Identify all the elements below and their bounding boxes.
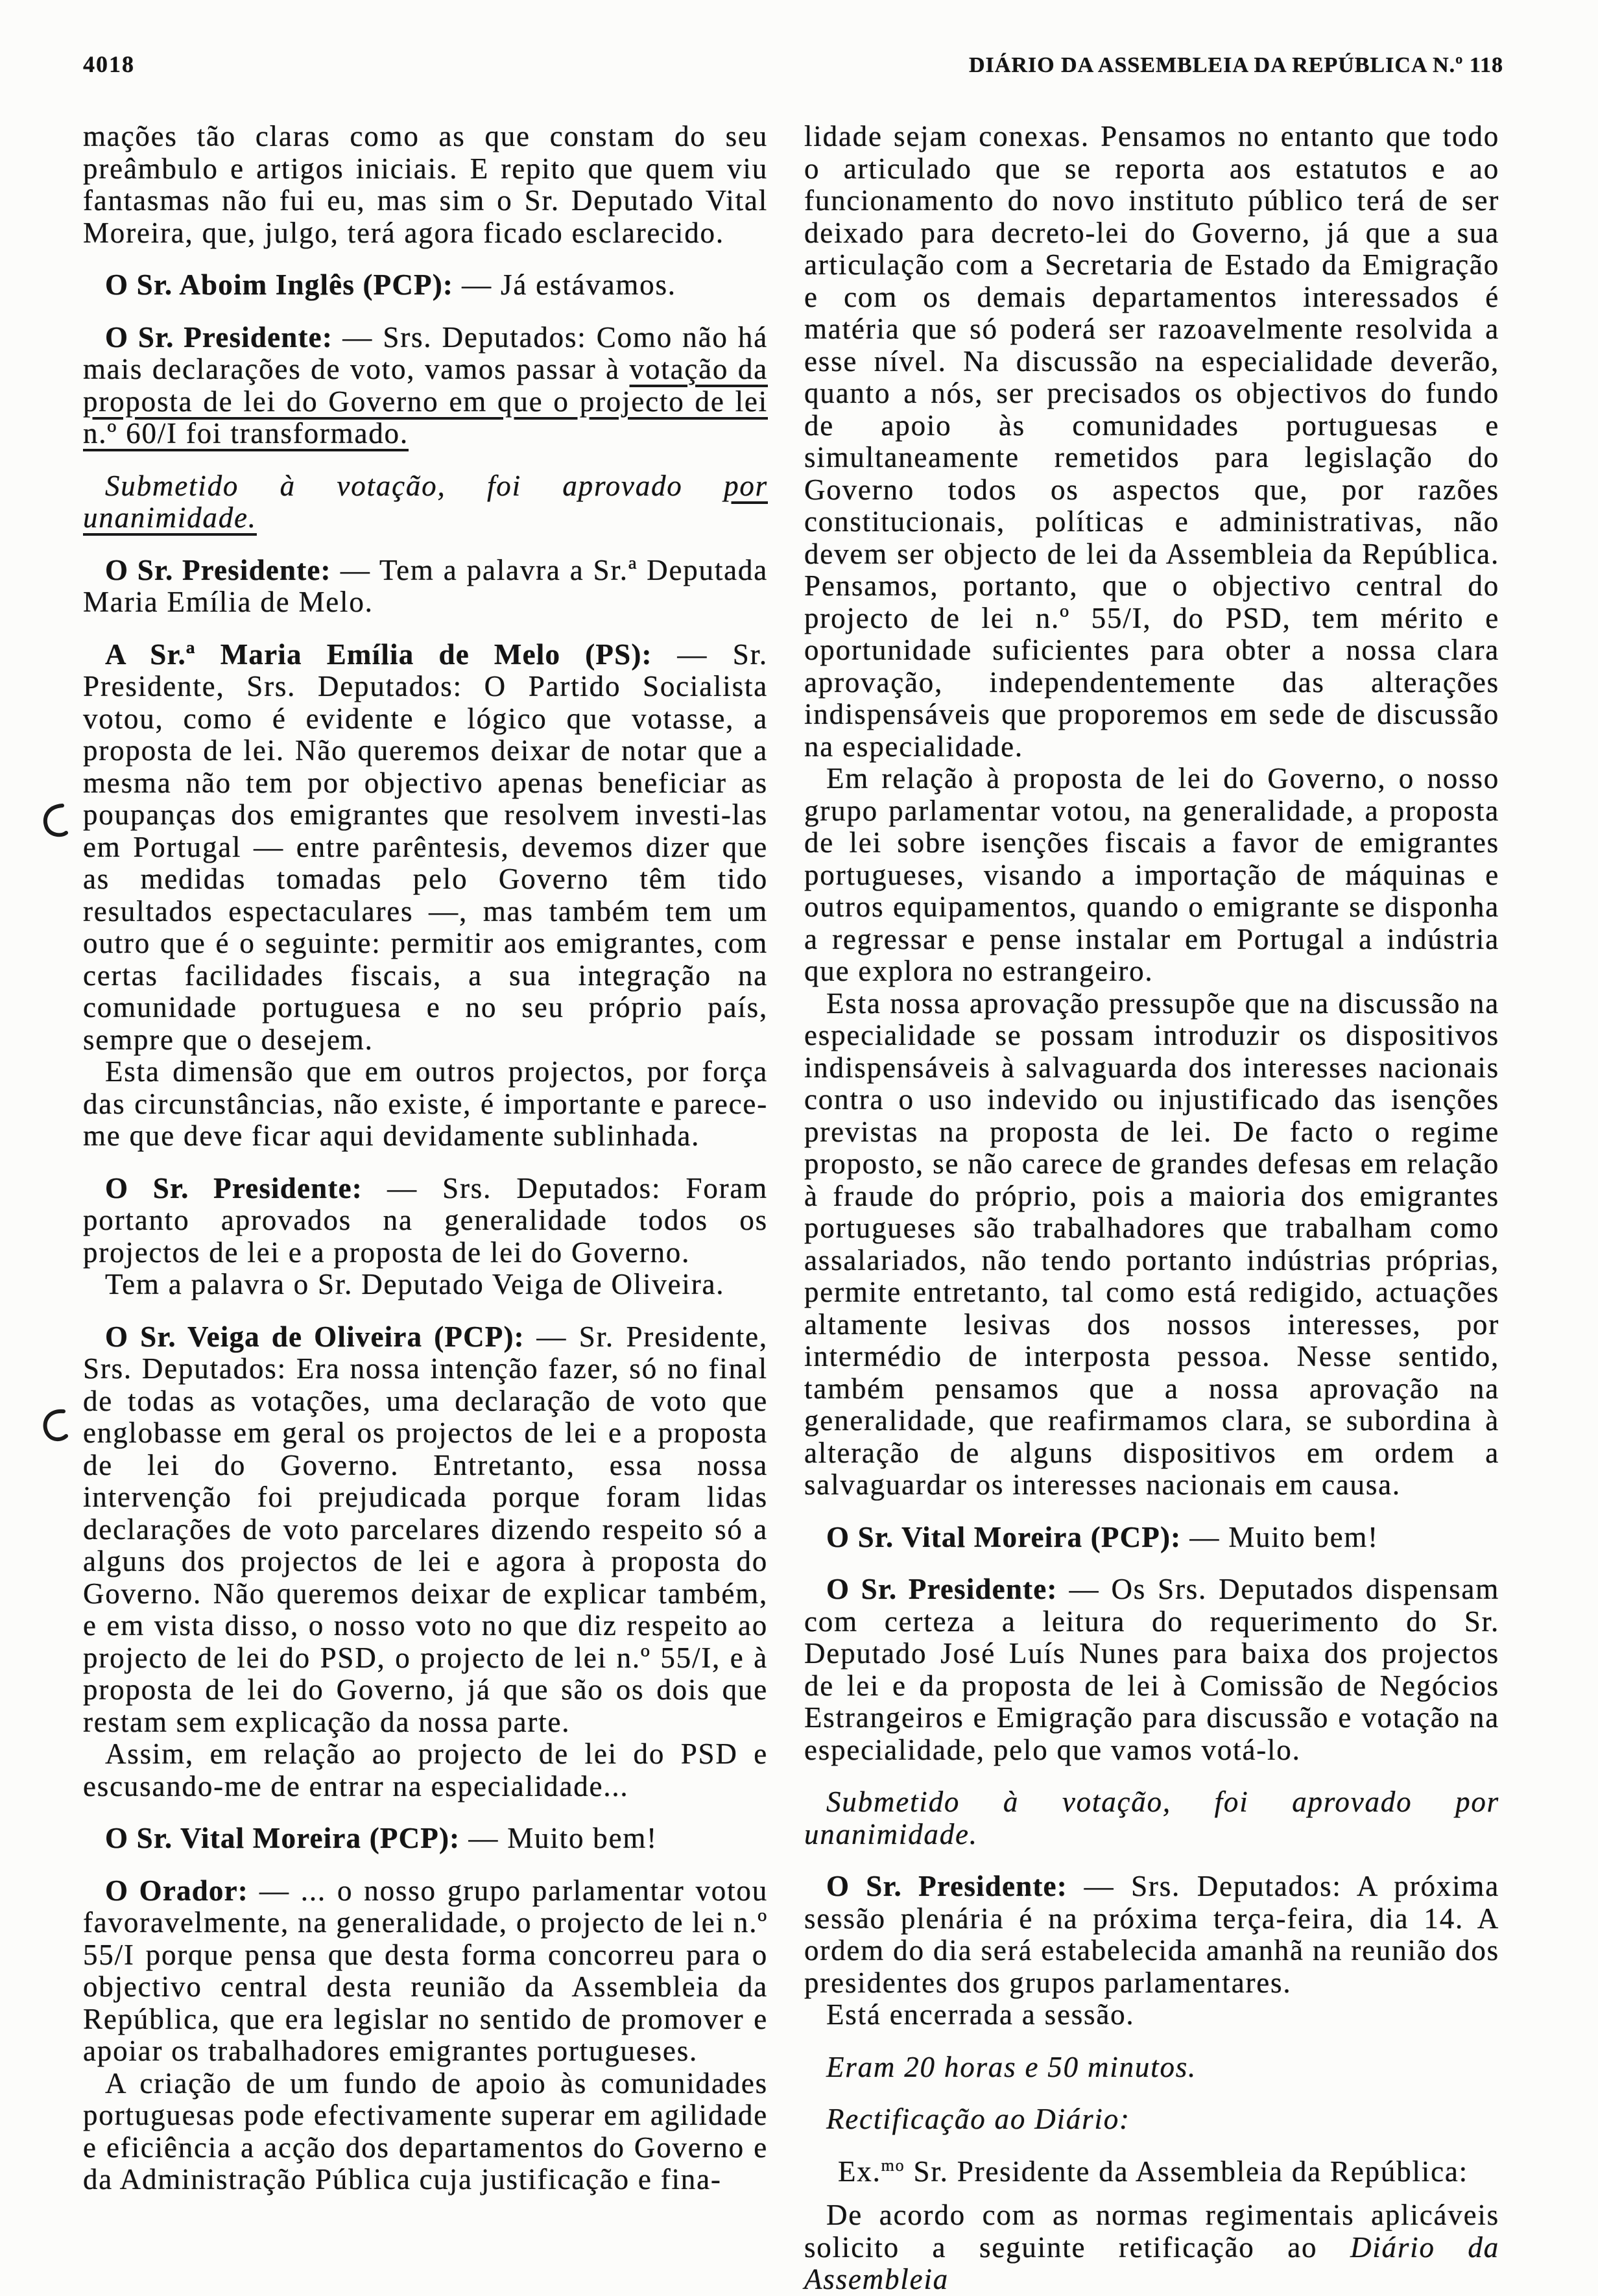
paragraph [804, 2199, 1499, 2296]
margin-pen-mark [40, 802, 70, 839]
paragraph [83, 1269, 768, 1301]
paragraph-text: Tem a palavra o Sr. Deputado Veiga de Oliveira. [105, 1268, 725, 1300]
speech-text: — Tem a palavra a Sr.ª Deputada Maria Emília de Melo. [83, 553, 768, 618]
voting-result-text: Submetido à votação, foi aprovado por unanimidade. [804, 1786, 1499, 1850]
paragraph-text: mações tão claras como as que constam do seu preâmbulo e artigos iniciais. E repito que quem viu fantasmas não fui eu, mas sim o Sr. Deputado Vital Moreira, que, julgo, terá agora ficado esclarecido. [83, 120, 768, 249]
session-closing [804, 1999, 1499, 2031]
speech-text: — Muito bem! [1181, 1520, 1379, 1553]
speech-text: — Srs. Deputados: Foram portanto aprovados na generalidade todos os projectos de lei e a proposta de lei do Governo. [83, 1171, 768, 1269]
paragraph-text: De acordo com as normas regimentais aplicáveis solicito a seguinte retificação ao [804, 2199, 1499, 2264]
end-time-text: Eram 20 horas e 50 minutos. [826, 2050, 1197, 2083]
paragraph-text: Em relação à proposta de lei do Governo, o nosso grupo parlamentar votou, na generalidade, a proposta de lei sobre isenções fiscais a favor de emigrantes portugueses, visando a importação de máquinas e outros equipamentos, quando o emigrante se disponha a regressar e pense instalar em Portugal a indústria que explora no estrangeiro. [804, 762, 1499, 987]
speech-presidente [83, 1173, 768, 1269]
salutation [804, 2156, 1499, 2188]
speech-aboim-ingles [83, 269, 768, 302]
speaker-name: O Sr. Presidente: [105, 553, 331, 586]
speaker-name: O Orador: [105, 1874, 248, 1907]
speech-text: — Os Srs. Deputados dispensam com certeza a leitura do requerimento do Sr. Deputado José Luís Nunes para baixa dos projectos de lei e da proposta de lei à Comissão de Negócios Estrangeiros e Emigração para discussão e votação na especialidade, pelo que vamos votá-lo. [804, 1573, 1499, 1766]
speech-text: — Já estávamos. [453, 269, 676, 301]
paragraph-continuation [804, 121, 1499, 763]
salutation-prefix: Ex. [838, 2155, 881, 2188]
speech-maria-emilia-de-melo [83, 639, 768, 1057]
speech-orador [83, 1875, 768, 2068]
margin-pen-mark [40, 1406, 70, 1444]
speech-presidente [804, 1573, 1499, 1766]
voting-result [804, 1786, 1499, 1850]
rectification-heading: Rectificação ao Diário: [826, 2103, 1130, 2135]
speech-text: — Srs. Deputados: A próxima sessão plenária é na próxima terça-feira, dia 14. A ordem do dia será estabelecida amanhã na reunião dos presidentes dos grupos parlamentares. [804, 1870, 1499, 1999]
speaker-name: O Sr. Aboim Inglês (PCP): [105, 269, 454, 301]
speech-text: — Sr. Presidente, Srs. Deputados: Era nossa intenção fazer, só no final de todas as votações, uma declaração de voto que englobasse em geral os projectos de lei e a proposta de lei do Governo. Entretanto, essa nossa intervenção foi prejudicada porque foram lidas declarações de voto parcelares dizendo respeito só a alguns dos projectos de lei e agora à proposta do Governo. Não queremos deixar de explicar também, e em vista disso, o nosso voto no que diz respeito ao projecto de lei do PSD, o projecto de lei n.º 55/I, e à proposta de lei do Governo, já que são os dois que restam sem explicação da nossa parte. [83, 1320, 768, 1738]
paragraph-text: A criação de um fundo de apoio às comunidades portuguesas pode efectivamente superar em agilidade e eficiência a acção dos departamentos do Governo e da Administração Pública cuja justificação e fina- [83, 2066, 768, 2195]
speech-vital-moreira [804, 1522, 1499, 1554]
paragraph-text: lidade sejam conexas. Pensamos no entanto que todo o articulado que se reporta aos estatutos e ao funcionamento do novo instituto público terá de ser deixado para decreto-lei do Governo, já que a sua articulação com a Secretaria de Estado da Emigração e com os demais departamentos interessados é matéria que só poderá ser razoavelmente resolvida a esse nível. Na discussão na especialidade deverão, quanto a nós, ser precisados os objectivos do fundo de apoio às comunidades portuguesas e simultaneamente remetidos para legislação do Governo todos os aspectos que, por razões constitucionais, políticas e administrativas, não devem ser objecto de lei da Assembleia da República. Pensamos, portanto, que o objectivo central do projecto de lei n.º 55/I, do PSD, tem mérito e oportunidade suficientes para obter a nossa clara aprovação, independentemente das alterações indispensáveis que proporemos em sede de discussão na especialidade. [804, 120, 1499, 763]
speech-presidente [83, 322, 768, 450]
speaker-name: O Sr. Presidente: [826, 1870, 1067, 1902]
paragraph [804, 763, 1499, 988]
paragraph-text: Assim, em relação ao projecto de lei do PSD e escusando-me de entrar na especialidade... [83, 1738, 768, 1802]
speaker-name: O Sr. Vital Moreira (PCP): [105, 1822, 460, 1854]
paragraph [83, 1738, 768, 1802]
underlined-text: por unanimidade. [83, 469, 768, 534]
paragraph-text: Está encerrada a sessão. [826, 1998, 1135, 2031]
paragraph [804, 988, 1499, 1501]
voting-result-text: Submetido à votação, foi aprovado [105, 469, 724, 502]
speech-text: — ... o nosso grupo parlamentar votou favoravelmente, na generalidade, o projecto de lei n.º 55/I porque pensa que desta forma concorreu para o objectivo central desta reunião da Assembleia da República, que era legislar no sentido de promover e apoiar os trabalhadores emigrantes portugueses. [83, 1874, 768, 2067]
speaker-name: O Sr. Veiga de Oliveira (PCP): [105, 1320, 525, 1353]
page-number: 4018 [83, 51, 135, 77]
speech-presidente [804, 1871, 1499, 1999]
speech-vital-moreira [83, 1823, 768, 1855]
speaker-name: O Sr. Presidente: [826, 1573, 1058, 1605]
speech-presidente [83, 555, 768, 619]
paragraph [83, 1056, 768, 1153]
speaker-name: O Sr. Presidente: [105, 1171, 363, 1204]
paragraph-text: Esta dimensão que em outros projectos, por força das circunstâncias, não existe, é importante e parece-me que deve ficar aqui devidamente sublinhada. [83, 1055, 768, 1152]
voting-result [83, 470, 768, 534]
paragraph-continuation [83, 121, 768, 249]
publication-reference: Diário da Assembleia [804, 2230, 1500, 2295]
paragraph-text: Esta nossa aprovação pressupõe que na discussão na especialidade se possam introduzir os dispositivos indispensáveis à salvaguarda dos interesses nacionais contra o uso indevido ou injustificado das isenções previstas na proposta de lei. De facto o regime proposto, se não carece de grandes defesas em relação à fraude do próprio, pois a maioria dos emigrantes portugueses são trabalhadores que trabalham como assalariados, não tendo portanto indústrias próprias, permite entretanto, tal como está redigido, actuações altamente lesivas dos nossos interesses, por intermédio de interposta pessoa. Nesse sentido, também pensamos que a nossa aprovação na generalidade, que reafirmamos clara, se subordina à alteração de alguns dispositivos em ordem a salvaguardar os interesses nacionais em causa. [804, 987, 1499, 1501]
speaker-name: O Sr. Vital Moreira (PCP): [826, 1520, 1182, 1553]
paragraph [83, 2068, 768, 2196]
running-header [83, 51, 1503, 87]
session-end-time [804, 2051, 1499, 2084]
speaker-name: O Sr. Presidente: [105, 320, 333, 353]
salutation-superscript: mo [881, 2155, 905, 2175]
left-column [83, 121, 768, 2196]
speaker-name: A Sr.ª Maria Emília de Melo (PS): [105, 638, 652, 671]
underlined-text: votação da proposta de lei do Governo em que o projecto de lei n.º 60/I foi transformado. [83, 353, 768, 449]
salutation-text: Sr. Presidente da Assembleia da República: [905, 2155, 1468, 2188]
speech-text: — Muito bem! [460, 1822, 658, 1854]
speech-text: — Srs. Deputados: Como não há mais declarações de voto, vamos passar à [83, 320, 768, 385]
publication-title: DIÁRIO DA ASSEMBLEIA DA REPÚBLICA N.º 118 [968, 53, 1503, 77]
speech-veiga-de-oliveira [83, 1321, 768, 1739]
speech-text: — Sr. Presidente, Srs. Deputados: O Partido Socialista votou, como é evidente e lógico que votasse, a proposta de lei. Não queremos deixar de notar que a mesma não tem por objectivo apenas beneficiar as poupanças dos emigrantes que resolvem investi-las em Portugal — entre parêntesis, devemos dizer que as medidas tomadas pelo Governo têm tido resultados espectaculares —, mas também tem um outro que é o seguinte: permitir aos emigrantes, com certas facilidades fiscais, a sua integração na comunidade portuguesa e no seu próprio país, sempre que o desejem. [83, 638, 768, 1056]
section-heading [804, 2103, 1499, 2136]
right-column [804, 121, 1499, 2296]
